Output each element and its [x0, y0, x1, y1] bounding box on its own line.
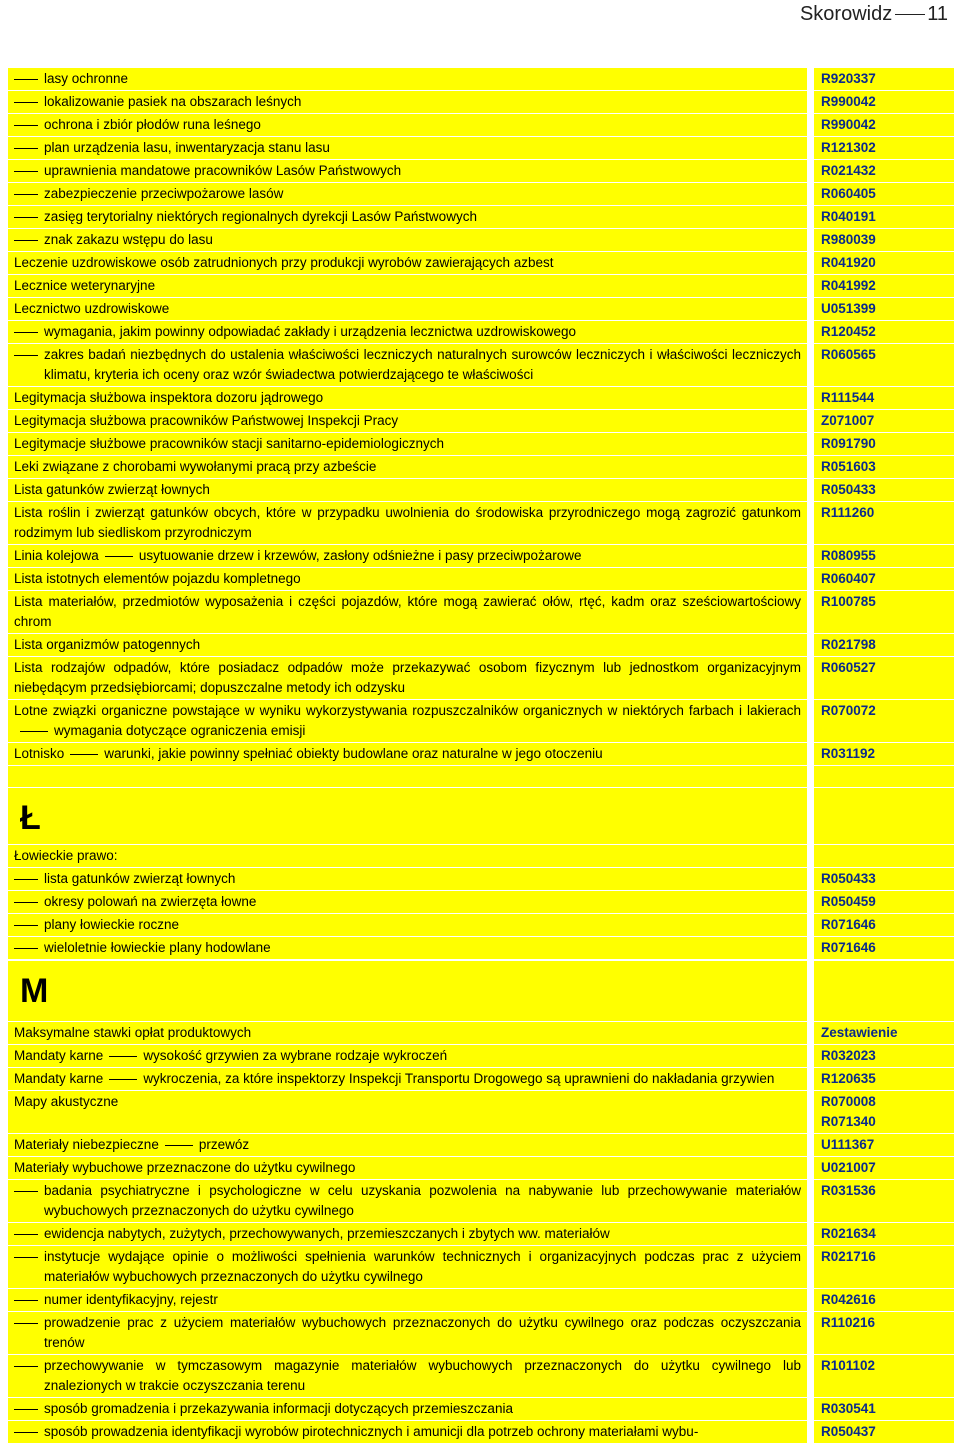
- entry-reference: [814, 868, 954, 890]
- index-entry-text: [14, 1247, 801, 1287]
- reference-code: R060565: [821, 347, 876, 362]
- index-entry: [8, 891, 807, 913]
- reference-code: R091790: [821, 436, 876, 451]
- entry-term: okresy polowań na zwierzęta łowne: [44, 894, 257, 909]
- index-entry: [8, 1421, 807, 1443]
- reference-code: R071646: [821, 917, 876, 932]
- index-entry-text: [14, 592, 801, 632]
- index-entry: [8, 1355, 807, 1397]
- entry-reference: [814, 321, 954, 343]
- section-letter-row: [8, 961, 954, 1021]
- entry-term: uprawnienia mandatowe pracowników Lasów Państwowych: [44, 163, 402, 178]
- reference-code: R120635: [821, 1071, 876, 1086]
- reference-code: Zestawienie: [821, 1025, 898, 1040]
- entry-term: Mapy akustyczne: [14, 1094, 119, 1109]
- entry-reference: [814, 298, 954, 320]
- index-entry: [8, 1068, 807, 1090]
- reference-code: U111367: [821, 1137, 875, 1152]
- index-entry-text: [14, 207, 801, 227]
- index-entry: [8, 137, 807, 159]
- entry-reference: [814, 433, 954, 455]
- reference-code: R071340: [821, 1114, 876, 1129]
- index-entry-text: [14, 503, 801, 543]
- entry-reference: [814, 160, 954, 182]
- reference-code: R021716: [821, 1249, 876, 1264]
- index-entry-text: [14, 846, 801, 866]
- index-entry-text: [14, 938, 801, 958]
- entry-reference: [814, 410, 954, 432]
- entry-dash: [14, 217, 38, 218]
- entry-term: lista gatunków zwierząt łownych: [44, 871, 236, 886]
- index-entry-text: [14, 1069, 801, 1089]
- index-entry: [8, 634, 807, 656]
- entry-reference: [814, 1246, 954, 1288]
- entry-term: Leczenie uzdrowiskowe osób zatrudnionych przy produkcji wyrobów zawierających azbest: [14, 255, 554, 270]
- reference-code: R041992: [821, 278, 876, 293]
- index-entry-text: [14, 1046, 801, 1066]
- entry-term: sposób prowadzenia identyfikacji wyrobów pirotechnicznych i amunicji dla potrzeb ochrony materiałami wybu-: [44, 1424, 699, 1439]
- index-entry-text: [14, 1399, 801, 1419]
- entry-term: lasy ochronne: [44, 71, 129, 86]
- entry-reference: [814, 114, 954, 136]
- page-header-title: [800, 2, 948, 26]
- entry-term: plany łowieckie roczne: [44, 917, 180, 932]
- entry-term: Lotnisko: [14, 746, 65, 761]
- index-entry-text: [14, 388, 801, 408]
- entry-subterm: przewóz: [198, 1137, 250, 1152]
- entry-term: Lista materiałów, przedmiotów wyposażenia i części pojazdów, które mogą zawierać ołów, rtęć, kadm oraz sześciowartościowy chrom: [14, 594, 801, 629]
- entry-reference: [814, 1045, 954, 1067]
- entry-reference: [814, 1180, 954, 1222]
- reference-code: R060405: [821, 186, 876, 201]
- reference-code: R050437: [821, 1424, 876, 1439]
- entry-reference: [814, 229, 954, 251]
- reference-code: U021007: [821, 1160, 876, 1175]
- index-entry-text: [14, 546, 801, 566]
- index-entry: [8, 1312, 807, 1354]
- index-entry: [8, 1045, 807, 1067]
- index-entry: [8, 1246, 807, 1288]
- index-entry: [8, 433, 807, 455]
- index-entry: [8, 479, 807, 501]
- entry-dash: [14, 1432, 38, 1433]
- reference-code: R050433: [821, 482, 876, 497]
- entry-term: zasięg terytorialny niektórych regionalnych dyrekcji Lasów Państwowych: [44, 209, 477, 224]
- index-entry: [8, 545, 807, 567]
- page-number: 11: [927, 3, 948, 25]
- entry-term: prowadzenie prac z użyciem materiałów wybuchowych przeznaczonych do użytku cywilnego oraz podczas oczyszczania trenów: [44, 1315, 801, 1350]
- entry-reference: [814, 634, 954, 656]
- entry-reference: [814, 387, 954, 409]
- section-letter-row: [8, 788, 954, 844]
- entry-term: Lista rodzajów odpadów, które posiadacz odpadów może przekazywać osobom fizycznym lub jednostkom organizacyjnym niebędącym przedsiębiorcami; dopuszczalne metody ich odzysku: [14, 660, 801, 695]
- index-entry: [8, 387, 807, 409]
- entry-reference: [814, 344, 954, 386]
- index-entry: [8, 114, 807, 136]
- entry-reference: [814, 206, 954, 228]
- entry-term: Legitymacje służbowe pracowników stacji sanitarno-epidemiologicznych: [14, 436, 444, 451]
- entry-dash: [14, 79, 38, 80]
- entry-reference: [814, 591, 954, 633]
- entry-reference: [814, 252, 954, 274]
- entry-subterm: wykroczenia, za które inspektorzy Inspekcji Transportu Drogowego są uprawnieni do nakładania grzywien: [143, 1071, 775, 1086]
- entry-term: Lotne związki organiczne powstające w wyniku wykorzystywania rozpuszczalników organicznych w niektórych farbach i lakierach: [14, 703, 801, 718]
- index-entry: [8, 456, 807, 478]
- reference-code: R990042: [821, 94, 876, 109]
- entry-term: badania psychiatryczne i psychologiczne w celu uzyskania pozwolenia na nabywanie lub przechowywanie materiałów wybuchowych przeznaczonych do użytku cywilnego: [44, 1183, 801, 1218]
- index-entry: [8, 657, 807, 699]
- index-entry: [8, 591, 807, 633]
- entry-term: Mandaty karne: [14, 1048, 104, 1063]
- index-entry: [8, 321, 807, 343]
- index-entry-text: [14, 345, 801, 385]
- entry-dash: [14, 355, 38, 356]
- index-entry: [8, 1180, 807, 1222]
- reference-code: U051399: [821, 301, 876, 316]
- index-entry-text: [14, 230, 801, 250]
- index-entry-text: [14, 184, 801, 204]
- entry-dash: [14, 1234, 38, 1235]
- reference-code: R990042: [821, 117, 876, 132]
- section-letter: M: [20, 972, 49, 1010]
- reference-code: R980039: [821, 232, 876, 247]
- entry-reference: [814, 68, 954, 90]
- reference-code: R031536: [821, 1183, 876, 1198]
- index-entry-text: [14, 161, 801, 181]
- entry-term: Lecznice weterynaryjne: [14, 278, 156, 293]
- reference-code: R111544: [821, 390, 875, 405]
- entry-reference: [814, 1355, 954, 1397]
- index-entry-text: [14, 276, 801, 296]
- index-entry-text: [14, 138, 801, 158]
- index-entry: [8, 845, 807, 867]
- reference-code: R080955: [821, 548, 876, 563]
- entry-subterm: wymagania dotyczące ograniczenia emisji: [54, 723, 306, 738]
- index-entry: [8, 743, 807, 765]
- index-entry: [8, 252, 807, 274]
- reference-code: R060527: [821, 660, 876, 675]
- entry-term: przechowywanie w tymczasowym magazynie materiałów wybuchowych przeznaczonych do użytku cywilnego lub znalezionych w trakcie oczyszczania terenu: [44, 1358, 801, 1393]
- entry-dash: [14, 125, 38, 126]
- entry-dash: [20, 731, 48, 732]
- entry-term: Leki związane z chorobami wywołanymi pracą przy azbeście: [14, 459, 377, 474]
- index-entry-text: [14, 69, 801, 89]
- entry-term: sposób gromadzenia i przekazywania informacji dotyczących przemieszczania: [44, 1401, 513, 1416]
- entry-dash: [14, 148, 38, 149]
- index-entry-text: [14, 1023, 801, 1043]
- index-entry-text: [14, 1422, 801, 1442]
- index-entry-text: [14, 1290, 801, 1310]
- entry-term: Lista roślin i zwierząt gatunków obcych, które w przypadku uwolnienia do środowiska przyrodniczego mogą zagrozić gatunkom rodzimym lub siedliskom przyrodniczym: [14, 505, 801, 540]
- entry-term: ochrona i zbiór płodów runa leśnego: [44, 117, 261, 132]
- index-entry: [8, 502, 807, 544]
- entry-term: Lista istotnych elementów pojazdu kompletnego: [14, 571, 301, 586]
- index-entry-text: [14, 1181, 801, 1221]
- reference-code: R032023: [821, 1048, 876, 1063]
- index-entry: [8, 344, 807, 386]
- reference-code: R071646: [821, 940, 876, 955]
- section-letter-bg-ref: [814, 788, 954, 844]
- reference-code: R042616: [821, 1292, 876, 1307]
- index-entry-text: [14, 299, 801, 319]
- index-entry-text: [14, 1313, 801, 1353]
- reference-code: R040191: [821, 209, 876, 224]
- entry-term: wieloletnie łowieckie plany hodowlane: [44, 940, 271, 955]
- reference-code: R050433: [821, 871, 876, 886]
- index-entry: [8, 183, 807, 205]
- entry-reference: [814, 456, 954, 478]
- entry-reference: [814, 845, 954, 867]
- index-entry: [8, 914, 807, 936]
- entry-dash: [165, 1145, 193, 1146]
- entry-reference: [814, 1068, 954, 1090]
- index-entry: [8, 868, 807, 890]
- entry-reference: [814, 91, 954, 113]
- reference-code: Z071007: [821, 413, 875, 428]
- entry-reference: [814, 183, 954, 205]
- entry-term: Legitymacja służbowa inspektora dozoru jądrowego: [14, 390, 324, 405]
- index-entry-text: [14, 892, 801, 912]
- entry-term: Materiały wybuchowe przeznaczone do użytku cywilnego: [14, 1160, 356, 1175]
- index-entry-text: [14, 322, 801, 342]
- entry-term: Legitymacja służbowa pracowników Państwowej Inspekcji Pracy: [14, 413, 399, 428]
- entry-reference: [814, 1091, 954, 1133]
- entry-reference: [814, 1022, 954, 1044]
- reference-code: R100785: [821, 594, 876, 609]
- entry-term: ewidencja nabytych, zużytych, przechowywanych, przemieszczanych i zbytych ww. materiałów: [44, 1226, 610, 1241]
- reference-code: R051603: [821, 459, 876, 474]
- entry-dash: [70, 754, 98, 755]
- entry-term: plan urządzenia lasu, inwentaryzacja stanu lasu: [44, 140, 330, 155]
- entry-term: numer identyfikacyjny, rejestr: [44, 1292, 218, 1307]
- index-entry-text: [14, 635, 801, 655]
- spacer-cell: [814, 766, 954, 787]
- entry-dash: [105, 556, 133, 557]
- index-entry-text: [14, 457, 801, 477]
- entry-term: Maksymalne stawki opłat produktowych: [14, 1025, 252, 1040]
- index-entry: [8, 298, 807, 320]
- entry-reference: [814, 657, 954, 699]
- reference-code: R121302: [821, 140, 876, 155]
- entry-dash: [14, 1191, 38, 1192]
- entry-dash: [14, 102, 38, 103]
- reference-code: R021432: [821, 163, 876, 178]
- entry-reference: [814, 545, 954, 567]
- entry-reference: [814, 1157, 954, 1179]
- index-entry: [8, 1157, 807, 1179]
- reference-code: R110216: [821, 1315, 876, 1330]
- index-entry: [8, 68, 807, 90]
- entry-term: lokalizowanie pasiek na obszarach leśnych: [44, 94, 302, 109]
- entry-dash: [14, 902, 38, 903]
- entry-term: Linia kolejowa: [14, 548, 99, 563]
- index-table: [8, 68, 954, 1443]
- spacer-cell: [8, 766, 807, 787]
- entry-reference: [814, 1134, 954, 1156]
- index-entry: [8, 1223, 807, 1245]
- index-entry-text: [14, 1158, 801, 1178]
- index-entry-text: [14, 658, 801, 698]
- index-entry: [8, 410, 807, 432]
- entry-term: Mandaty karne: [14, 1071, 104, 1086]
- entry-subterm: warunki, jakie powinny spełniać obiekty budowlane oraz naturalne w jego otoczeniu: [104, 746, 603, 761]
- section-letter: Ł: [20, 799, 41, 837]
- entry-dash: [14, 925, 38, 926]
- reference-code: R041920: [821, 255, 876, 270]
- entry-reference: [814, 502, 954, 544]
- index-entry: [8, 568, 807, 590]
- entry-term: znak zakazu wstępu do lasu: [44, 232, 213, 247]
- entry-dash: [14, 332, 38, 333]
- index-entry-text: [14, 1092, 801, 1112]
- index-entry-text: [14, 701, 801, 741]
- reference-code: R920337: [821, 71, 876, 86]
- index-entry-text: [14, 434, 801, 454]
- entry-reference: [814, 914, 954, 936]
- entry-reference: [814, 1421, 954, 1443]
- entry-dash: [14, 948, 38, 949]
- header-prefix: Skorowidz: [799, 3, 893, 25]
- entry-term: Materiały niebezpieczne: [14, 1137, 159, 1152]
- entry-dash: [14, 879, 38, 880]
- index-entry-text: [14, 915, 801, 935]
- reference-code: R060407: [821, 571, 876, 586]
- index-entry: [8, 1134, 807, 1156]
- entry-reference: [814, 479, 954, 501]
- entry-reference: [814, 1398, 954, 1420]
- section-letter-bg-ref: [814, 961, 954, 1021]
- reference-code: R111260: [821, 505, 875, 520]
- entry-reference: [814, 1289, 954, 1311]
- entry-reference: [814, 700, 954, 742]
- reference-code: R021634: [821, 1226, 876, 1241]
- section-letter-bg: [8, 961, 807, 1021]
- index-entry: [8, 937, 807, 959]
- entry-reference: [814, 891, 954, 913]
- index-entry-text: [14, 411, 801, 431]
- index-entry-text: [14, 253, 801, 273]
- index-entry-text: [14, 115, 801, 135]
- index-entry-text: [14, 1356, 801, 1396]
- reference-code: R021798: [821, 637, 876, 652]
- reference-code: R070072: [821, 703, 876, 718]
- entry-dash: [14, 194, 38, 195]
- entry-term: Lecznictwo uzdrowiskowe: [14, 301, 170, 316]
- index-entry: [8, 1022, 807, 1044]
- index-entry: [8, 229, 807, 251]
- index-entry-text: [14, 569, 801, 589]
- entry-term: zakres badań niezbędnych do ustalenia właściwości leczniczych naturalnych surowców leczniczych i właściwości leczniczych klimatu, kryteria ich oceny oraz wzór świadectwa potwierdzającego te właściwości: [44, 347, 801, 382]
- entry-dash: [14, 1323, 38, 1324]
- header-dash: [895, 14, 925, 15]
- entry-dash: [14, 1409, 38, 1410]
- section-letter-bg: [8, 788, 807, 844]
- index-entry-text: [14, 92, 801, 112]
- entry-dash: [14, 1366, 38, 1367]
- entry-term: Lista gatunków zwierząt łownych: [14, 482, 210, 497]
- page-header: [0, 0, 960, 30]
- entry-dash: [14, 171, 38, 172]
- index-entry: [8, 700, 807, 742]
- index-entry-text: [14, 1224, 801, 1244]
- entry-dash: [14, 240, 38, 241]
- index-entry-text: [14, 869, 801, 889]
- entry-term: zabezpieczenie przeciwpożarowe lasów: [44, 186, 284, 201]
- entry-dash: [14, 1257, 38, 1258]
- reference-code: R031192: [821, 746, 876, 761]
- entry-dash: [109, 1056, 137, 1057]
- entry-term: Łowieckie prawo:: [14, 848, 118, 863]
- entry-dash: [14, 1300, 38, 1301]
- entry-term: Lista organizmów patogennych: [14, 637, 201, 652]
- entry-reference: [814, 275, 954, 297]
- reference-code: R070008: [821, 1094, 876, 1109]
- entry-subterm: usytuowanie drzew i krzewów, zasłony odśnieżne i pasy przeciwpożarowe: [138, 548, 582, 563]
- entry-reference: [814, 743, 954, 765]
- entry-term: instytucje wydające opinie o możliwości spełnienia warunków technicznych i organizacyjnych podczas prac z użyciem materiałów wybuchowych przeznaczonych do użytku cywilnego: [44, 1249, 801, 1284]
- index-entry-text: [14, 480, 801, 500]
- entry-reference: [814, 1223, 954, 1245]
- entry-term: wymagania, jakim powinny odpowiadać zakłady i urządzenia lecznictwa uzdrowiskowego: [44, 324, 577, 339]
- index-entry: [8, 206, 807, 228]
- reference-code: R030541: [821, 1401, 876, 1416]
- reference-code: R050459: [821, 894, 876, 909]
- entry-subterm: wysokość grzywien za wybrane rodzaje wykroczeń: [143, 1048, 448, 1063]
- index-entry: [8, 160, 807, 182]
- reference-code: R120452: [821, 324, 876, 339]
- entry-reference: [814, 937, 954, 959]
- index-entry: [8, 1289, 807, 1311]
- index-entry-text: [14, 1135, 801, 1155]
- entry-reference: [814, 137, 954, 159]
- entry-reference: [814, 568, 954, 590]
- index-entry-text: [14, 744, 801, 764]
- entry-reference: [814, 1312, 954, 1354]
- index-entry: [8, 1398, 807, 1420]
- reference-code: R101102: [821, 1358, 876, 1373]
- index-entry: [8, 275, 807, 297]
- index-entry: [8, 91, 807, 113]
- entry-dash: [109, 1079, 137, 1080]
- index-entry: [8, 1091, 807, 1133]
